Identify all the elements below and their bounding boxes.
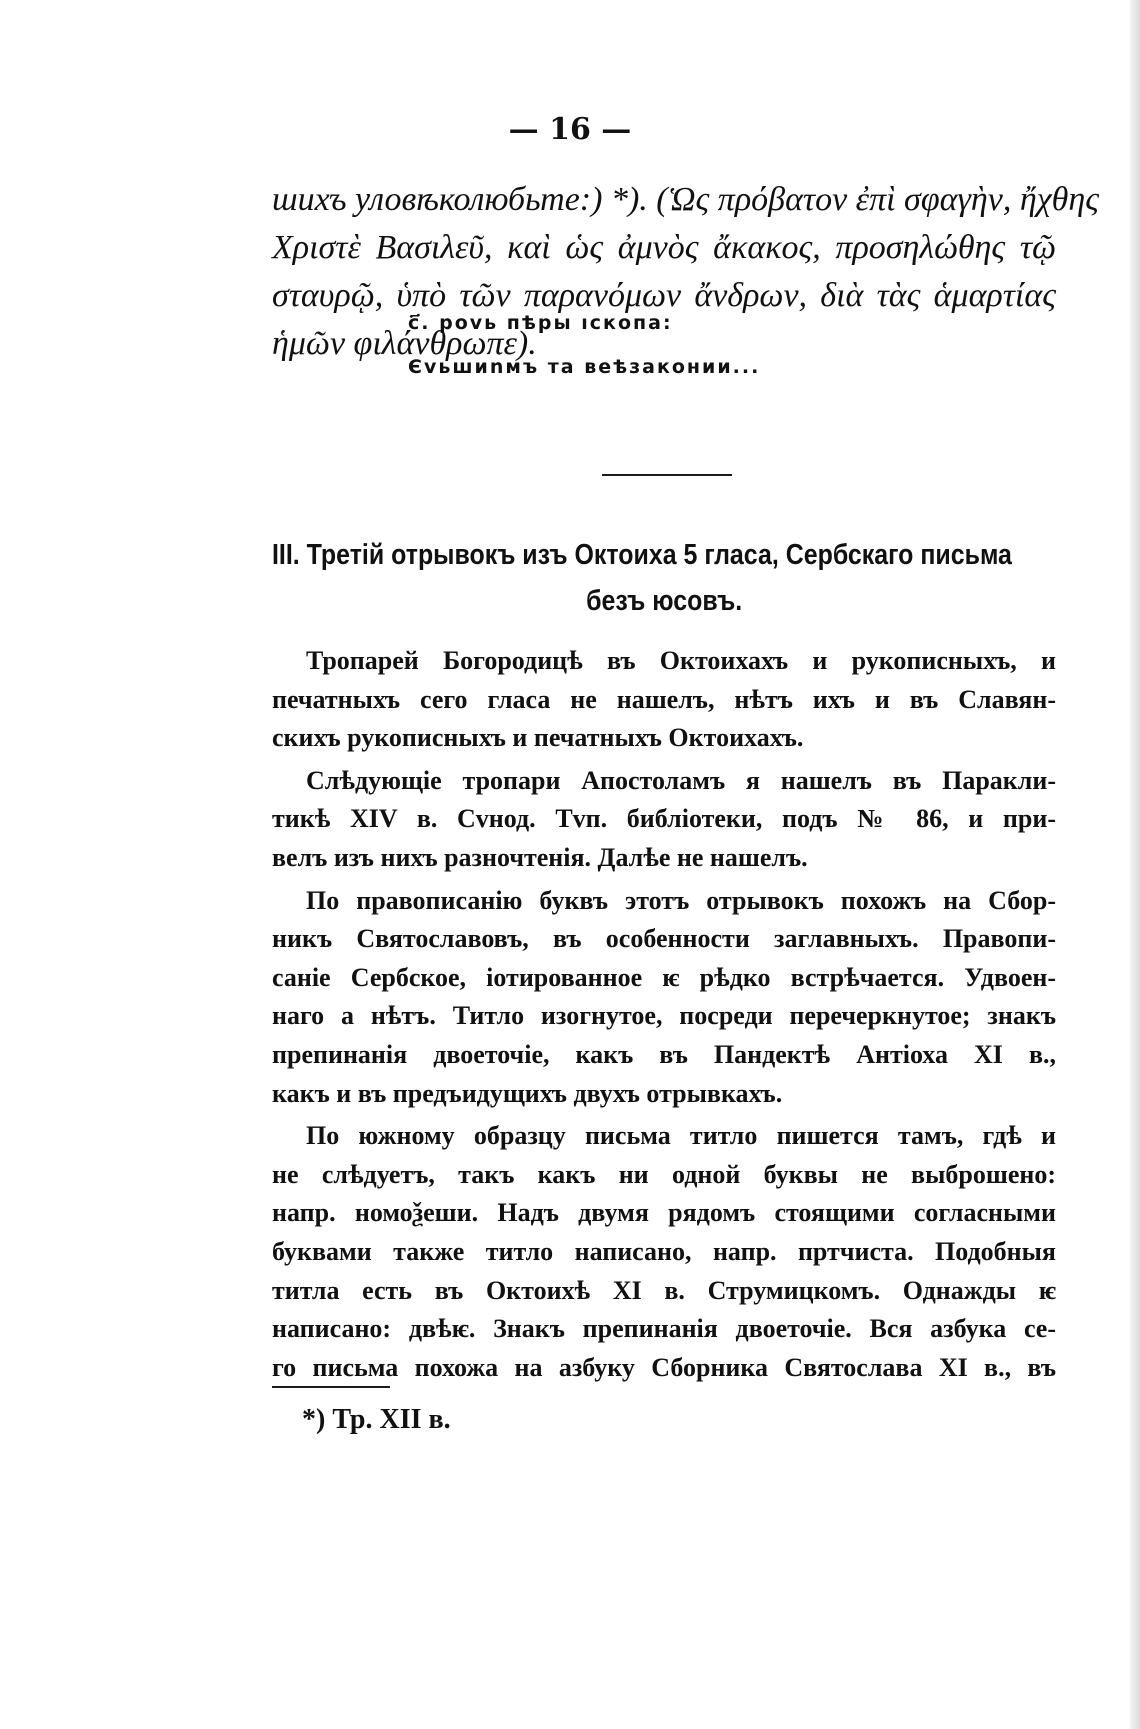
section-heading-line-1: III. Третій отрывокъ изъ Октоиха 5 гласа, Сербскаго письма xyxy=(272,539,1012,571)
hymn-line-1: с҃. роvь пѣры ıскопа: xyxy=(408,312,673,334)
paragraph-line: Слѣдующіе тропари Апостоламъ я нашелъ въ Паракли- xyxy=(306,765,1056,795)
paragraph-line: препинанія двоеточіе, какъ въ Пандектѣ Антіоха XI в., xyxy=(272,1039,1056,1069)
paragraph-line: титла есть въ Октоихѣ XI в. Струмицкомъ. Однажды ѥ xyxy=(272,1275,1056,1305)
paragraph-line: скихъ рукописныхъ и печатныхъ Октоихахъ. xyxy=(272,723,804,753)
paragraph-line: саніе Сербское, іотированное ѥ рѣдко встрѣчается. Удвоен- xyxy=(272,962,1056,992)
footnote: *) Тр. XII в. xyxy=(302,1404,451,1435)
greek-line-4: ἡμῶν φιλάνθρωπε). xyxy=(272,325,537,362)
paragraph-1 xyxy=(272,642,1056,758)
greek-line-2: Χριστὲ Βασιλεῦ, καὶ ὡς ἀμνὸς ἄκακος, προσηλώθης τῷ xyxy=(272,229,1056,266)
paragraph-line: не слѣдуетъ, такъ какъ ни одной буквы не выброшено: xyxy=(272,1159,1056,1189)
hymn-line-2: Єvьшиnмъ тa веѣзаконии... xyxy=(408,356,761,378)
paragraph-3 xyxy=(272,882,1056,1114)
paragraph-line: Тропарей Богородицѣ въ Октоихахъ и рукописныхъ, и xyxy=(306,646,1056,675)
paragraph-line: велъ изъ нихъ разночтенія. Далѣе не нашелъ. xyxy=(272,842,808,872)
paragraph-4 xyxy=(272,1117,1056,1387)
footnote-rule xyxy=(272,1386,390,1388)
paragraph-line: печатныхъ сего гласа не нашелъ, нѣтъ ихъ и въ Славян- xyxy=(272,684,1056,714)
paragraph-line: напр. номоѯеши. Надъ двумя рядомъ стоящими согласными xyxy=(272,1198,1056,1228)
section-heading-line-2: безъ юсовъ. xyxy=(586,585,743,617)
paragraph-line: никъ Святославовъ, въ особенности заглавныхъ. Правопи- xyxy=(272,924,1056,954)
paragraph-line: написано: двѣѥ. Знакъ препинанія двоеточіе. Вся азбука се- xyxy=(272,1314,1056,1344)
paragraph-line: По южному образцу письма титло пишется тамъ, гдѣ и xyxy=(306,1121,1056,1151)
paragraph-line: По правописанію буквъ этотъ отрывокъ похожъ на Сбор- xyxy=(306,885,1056,915)
paragraph-line: тикѣ XIV в. Сvнод. Тvп. библіотеки, подъ № 86, и при- xyxy=(272,804,1056,834)
section-divider xyxy=(602,474,732,476)
page-edge-shadow xyxy=(1130,0,1140,1729)
body-text xyxy=(272,642,1056,1387)
paragraph-line: наго а нѣтъ. Титло изогнутое, посреди перечеркнутое; знакъ xyxy=(272,1001,1056,1031)
page-number: — 16 — xyxy=(508,112,632,147)
greek-line-3: σταυρῷ, ὑπὸ τῶν παρανόμων ἄνδρων, διὰ τὰς ἁμαρτίας xyxy=(272,277,1056,314)
section-heading xyxy=(272,532,1056,624)
paragraph-2 xyxy=(272,762,1056,878)
greek-quote-block xyxy=(272,176,1100,368)
paragraph-line: какъ и въ предъидущихъ двухъ отрывкахъ. xyxy=(272,1078,783,1108)
paragraph-line: буквами также титло написано, напр. пртчиста. Подобныя xyxy=(272,1236,1056,1266)
greek-line-1: шихъ уловѣколюбьте:) *). (Ὡς πρόβατον ἐπὶ σφαγὴν, ἤχθης xyxy=(272,181,1100,218)
paragraph-line: го письма похожа на азбуку Сборника Святослава XI в., въ xyxy=(272,1352,1056,1382)
